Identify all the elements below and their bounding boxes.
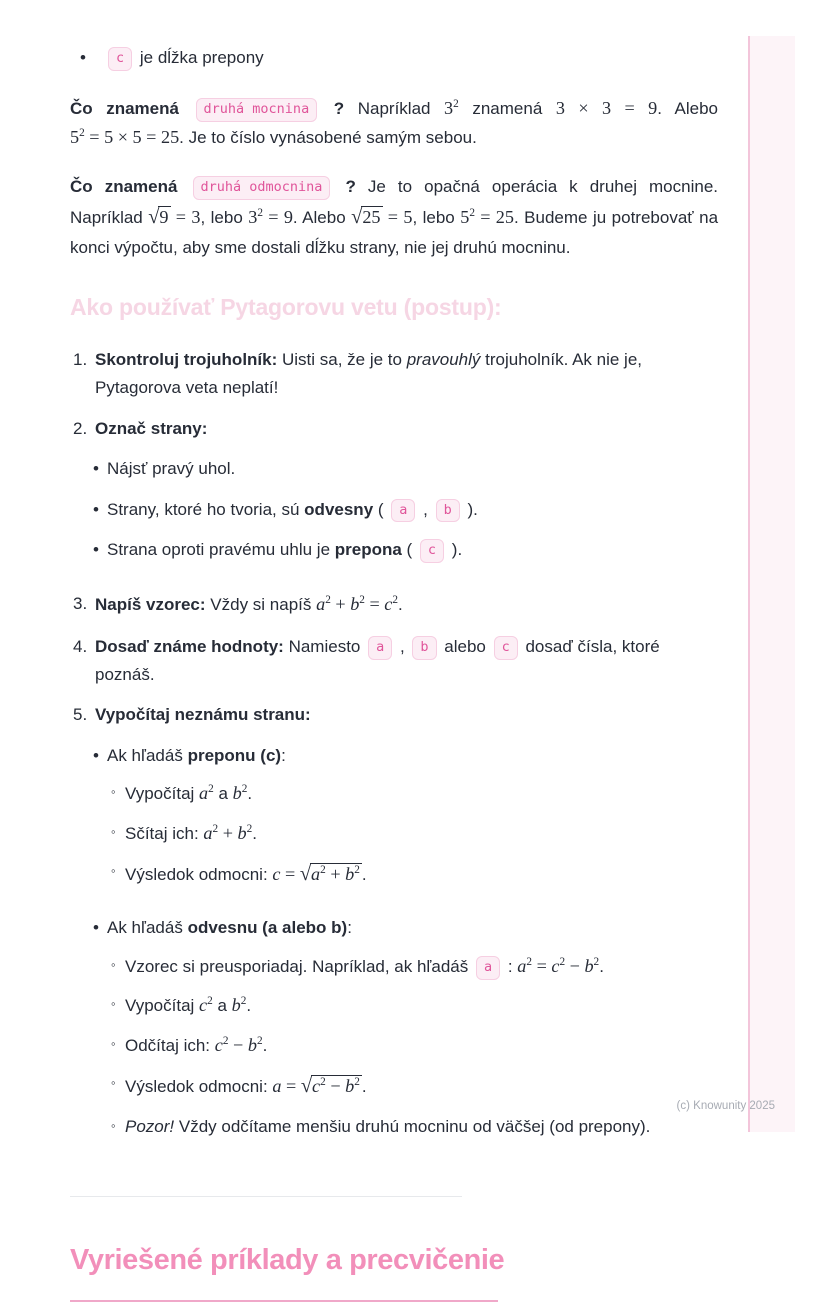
math-expression: $a = √c^2 - b^2$ (272, 1075, 360, 1098)
copyright-text: (c) Knowunity 2025 (676, 1100, 775, 1112)
item-number: 2. (73, 418, 88, 438)
list-item (70, 633, 718, 688)
bold-text: ? (320, 98, 345, 118)
section-divider (70, 1196, 462, 1197)
bullet-marker: • (93, 540, 99, 560)
list-item-body: Odčítaj ich: $c^2 - b^2$. (125, 1034, 268, 1055)
radical-sign: √ (299, 863, 312, 886)
list-item-body: Dosaď známe hodnoty: Namiesto a , b alebo c dosaď čísla, ktoré poznáš. (95, 636, 660, 684)
list-item-body: Vypočítaj $c^2$ a $b^2$. (125, 995, 252, 1016)
list-item (107, 779, 718, 808)
bullet-marker: • (93, 918, 99, 938)
list-item-body: Skontroluj trojuholník: Uisti sa, že je to pravouhlý trojuholník. Ak nie je, Pytagorova veta neplatí! (95, 350, 643, 397)
list-item (70, 590, 718, 619)
math-expression: $a^2$ (199, 783, 214, 804)
italic-text: Pozor! (125, 1117, 175, 1137)
list-item-body: Strany, ktoré ho tvoria, sú odvesny ( a , b ). (107, 496, 718, 524)
list-item (95, 536, 718, 564)
circle-marker: ◦ (111, 1075, 116, 1091)
math-expression: √9 = 3 (148, 205, 201, 228)
bold-text: prepona (334, 540, 402, 560)
code-badge: b (436, 499, 460, 523)
list-item-body: Sčítaj ich: $a^2 + b^2$. (125, 822, 257, 843)
bold-text: ? (333, 176, 356, 196)
math-expression: $5^2 = 25$ (460, 206, 514, 227)
paragraph-druha-odmocnina: Čo znamená druhá odmocnina ? Je to opačná operácia k druhej mocnine. Napríklad √9 = 3, lebo $3^2 = 9$. Alebo √25 = 5, lebo $5^2 = 25$. Budeme ju potrebovať na konci výpočtu, aby sme dostali dĺžku strany, nie jej druhú mocninu. (70, 176, 719, 257)
list-item-body: Napíš vzorec: Vždy si napíš $a^2 + b^2 = c^2$. (95, 594, 403, 615)
list-item-body: Pozor! Vždy odčítame menšiu druhú mocninu od väčšej (od prepony). (125, 1117, 651, 1137)
math-expression: $5^2 = 5 \times 5 = 25$ (70, 127, 180, 148)
radical-sign: √ (148, 205, 160, 228)
circle-marker: ◦ (111, 784, 116, 800)
list-item-body: Nájsť pravý uhol. (107, 459, 236, 479)
code-badge: a (391, 499, 415, 523)
list-item (70, 44, 718, 72)
circle-marker: ◦ (111, 863, 116, 879)
list-item-body: Výsledok odmocni: $a = √c^2 - b^2$ . (125, 1075, 367, 1098)
bold-text: Označ strany: (95, 418, 208, 438)
italic-text: pravouhlý (406, 350, 481, 370)
math-expression: $3^2$ (444, 97, 459, 118)
list-item (70, 701, 718, 1163)
code-badge: a (368, 636, 392, 660)
bullet-list (70, 44, 718, 72)
item-number: 3. (73, 594, 88, 614)
radicand: $a^2 + b^2$ (311, 864, 360, 885)
circle-marker: ◦ (111, 1035, 116, 1051)
math-expression: $a^2 = c^2 - b^2$ (517, 955, 600, 976)
bold-text: Skontroluj trojuholník: (95, 350, 278, 370)
bold-text: Vypočítaj neznámu stranu: (95, 705, 311, 725)
bold-text: Napíš vzorec: (95, 595, 206, 615)
item-number: 1. (73, 350, 88, 370)
code-badge: c (494, 636, 518, 660)
page-edge-band (748, 36, 795, 1132)
radicand: 9 (159, 206, 169, 227)
math-expression: $c^2 - b^2$ (214, 1034, 263, 1055)
section-heading: Ako používať Pytagorovu vetu (postup): (70, 294, 502, 321)
code-badge: c (420, 539, 444, 563)
code-badge: a (476, 956, 500, 980)
circle-marker: ◦ (111, 823, 116, 839)
paragraph-druha-mocnina: Čo znamená druhá mocnina ? Napríklad $3^2$ znamená 3 × 3 = 9. Alebo $5^2 = 5 \times 5 = 25$. Je to číslo vynásobené samým sebou. (70, 97, 719, 148)
item-number: 4. (73, 636, 88, 656)
circle-marker: ◦ (111, 996, 116, 1012)
radical-sign: √ (351, 205, 363, 228)
math-expression: $a^2 + b^2$ (203, 822, 253, 843)
page-footer (677, 1100, 775, 1112)
heading-underline (70, 1300, 498, 1302)
radicand: $c^2 - b^2$ (312, 1075, 360, 1097)
code-badge: druhá odmocnina (193, 176, 331, 200)
list-item (95, 496, 718, 524)
bullet-list (95, 455, 718, 564)
list-item-body: c je dĺžka prepony (105, 44, 718, 72)
list-item-body: Vypočítaj $a^2$ a $b^2$. (125, 783, 253, 804)
list-item-body: Ak hľadáš preponu (c): ◦ Vypočítaj $a^2$ a $b^2$. ◦ Sčítaj ich: $a^2 + b^2$. ◦ Výsledok odmocni: $c = √a^2 + b^2$ . (107, 742, 718, 901)
math-expression: $b^2$ (232, 783, 248, 804)
bold-text: Čo znamená (70, 98, 193, 118)
code-badge: druhá mocnina (196, 98, 318, 122)
circle-marker: ◦ (111, 956, 116, 972)
circle-marker: ◦ (111, 1118, 116, 1134)
list-item-body: Výsledok odmocni: $c = √a^2 + b^2$ . (125, 863, 367, 886)
list-item (107, 858, 718, 891)
bullet-list (107, 779, 718, 891)
bullet-list (95, 742, 718, 1151)
list-item (70, 346, 718, 401)
list-item-body: Ak hľadáš odvesnu (a alebo b): ◦ Vzorec si preusporiadaj. Napríklad, ak hľadáš a : $a^2 = c^2 - b^2$. ◦ Vypočítaj $c^2$ a $b^2$. ◦ Odčítaj ich: $c^2 - b^2$. ◦ Výsledok odmocni: $a = √c^2 - b^2$ . ◦ Pozor! Vždy odčítame menšiu druhú mocninu od väčšej (od prepony). (107, 914, 718, 1150)
bold-text: odvesny (304, 499, 374, 519)
math-expression: $c^2$ (199, 995, 213, 1016)
math-expression: $3^2 = 9$ (248, 206, 293, 227)
radical-sign: √ (300, 1075, 313, 1098)
math-expression: $c = √a^2 + b^2$ (272, 863, 360, 886)
bold-text: preponu (c) (187, 745, 282, 765)
list-item (107, 819, 718, 848)
list-item (107, 952, 718, 981)
list-item-body: Vzorec si preusporiadaj. Napríklad, ak hľadáš a : $a^2 = c^2 - b^2$. (125, 952, 718, 981)
code-badge: b (412, 636, 436, 660)
list-item (95, 455, 718, 483)
document-body (70, 34, 718, 1302)
list-item-body (95, 701, 718, 1163)
list-item (107, 991, 718, 1020)
math-expression: 3 × 3 = 9 (555, 97, 658, 118)
bullet-marker: • (80, 48, 86, 67)
bold-text: Dosaď známe hodnoty: (95, 636, 284, 656)
bold-text: Čo znamená (70, 176, 190, 196)
list-item (107, 1031, 718, 1060)
bullet-marker: • (93, 745, 99, 765)
item-number: 5. (73, 705, 88, 725)
bullet-marker: • (93, 459, 99, 479)
list-item (95, 742, 718, 901)
code-badge: c (108, 47, 132, 71)
list-item (70, 415, 718, 578)
bullet-marker: • (93, 499, 99, 519)
radicand: 25 (362, 206, 381, 227)
math-expression: √25 = 5 (351, 205, 413, 228)
bold-text: odvesnu (a alebo b) (187, 918, 348, 938)
bullet-list (107, 952, 718, 1141)
numbered-list (70, 346, 718, 1163)
list-item-body: Strana oproti pravému uhlu je prepona ( c ). (107, 536, 718, 564)
math-expression: $a^2 + b^2 = c^2$ (316, 594, 399, 615)
list-item (107, 1113, 718, 1141)
math-expression: $b^2$ (231, 995, 247, 1016)
list-item-body (95, 415, 718, 578)
main-heading: Vyriešené príklady a precvičenie (70, 1243, 505, 1276)
list-item (95, 914, 718, 1150)
list-item (107, 1070, 718, 1103)
